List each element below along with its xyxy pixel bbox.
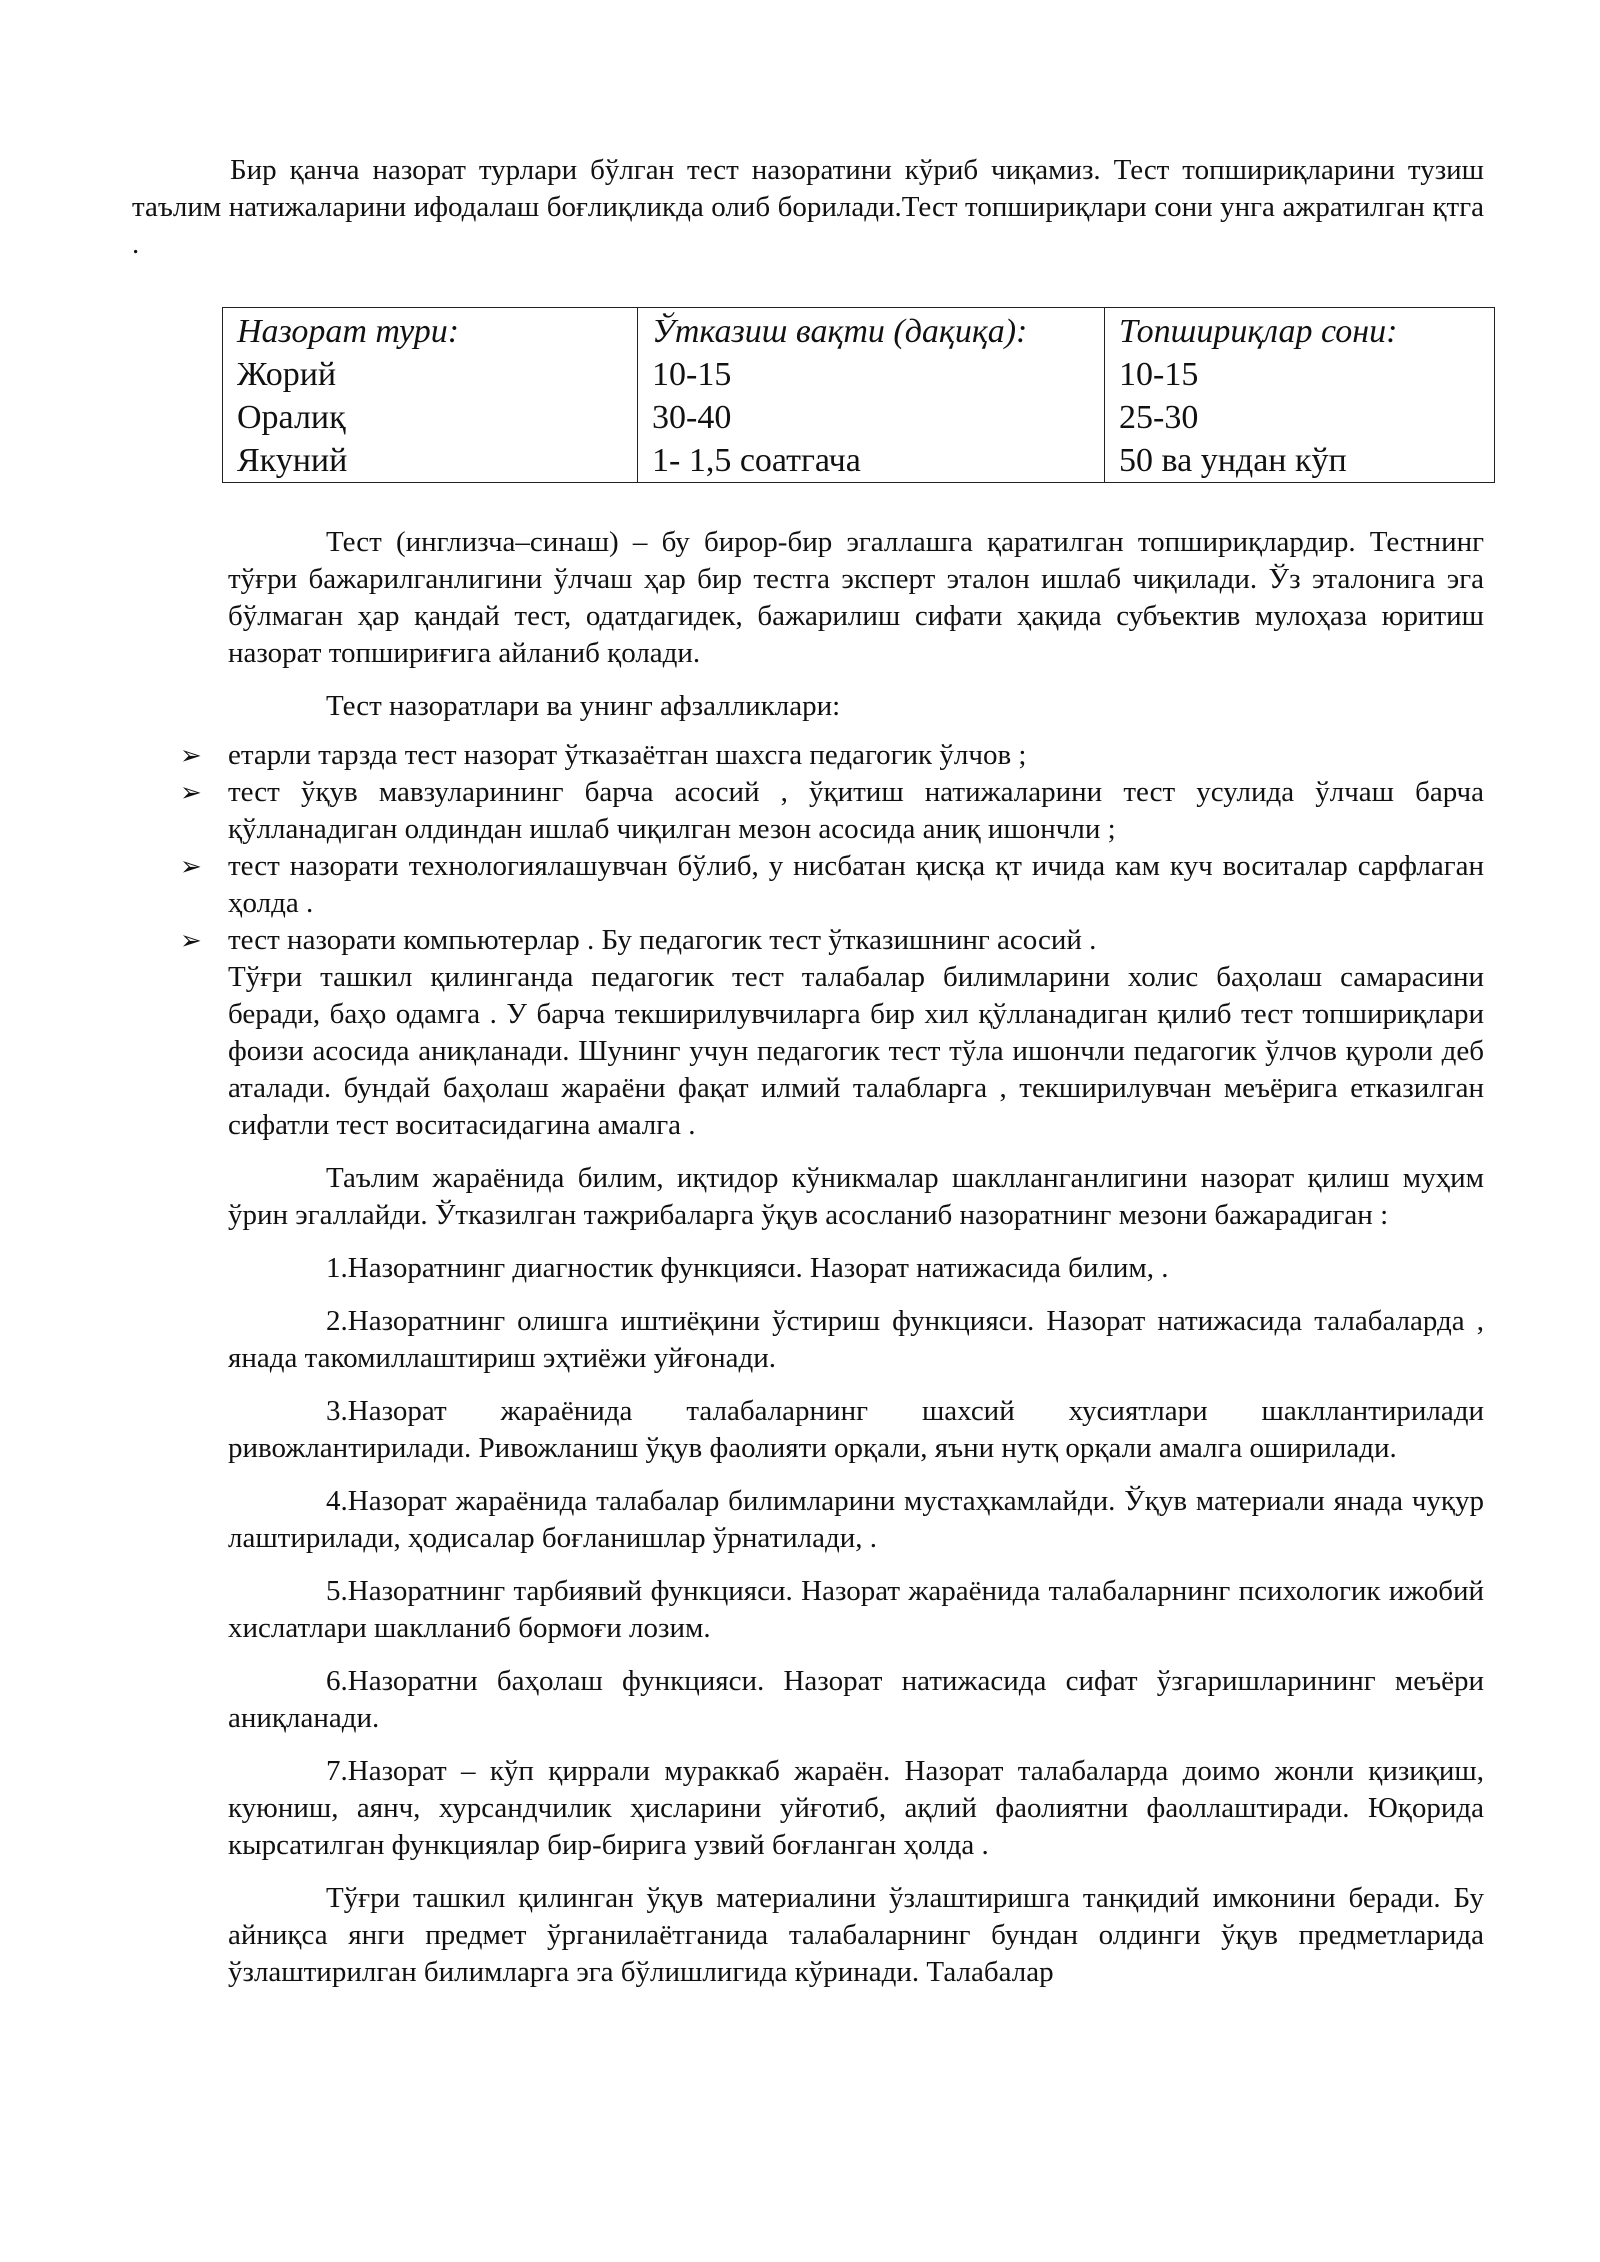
function-item-2: 2.Назоратнинг олишга иштиёқини ўстириш функцияси. Назорат натижасида талабаларда , янада такомиллаштириш эҳтиёжи уйғонади. xyxy=(228,1305,1484,1374)
table-cell: 1- 1,5 соатгача xyxy=(652,442,861,479)
arrow-bullet-icon: ➢ xyxy=(180,852,202,881)
list-item: ➢ етарли тарзда тест назорат ўтказаётган шахсга педагогик ўлчов ; xyxy=(172,737,1484,774)
table-header-cell: Ўтказиш вақти (дақиқа): xyxy=(652,313,1028,350)
function-item-4: 4.Назорат жараёнида талабалар билимларини мустаҳкамлайди. Ўқув материали янада чуқур лаштирилади, ҳодисалар боғланишлар ўрнатилади, . xyxy=(228,1485,1484,1554)
table-cell: 50 ва ундан кўп xyxy=(1119,442,1347,479)
list-item: ➢ тест назорати технологиялашувчан бўлиб, у нисбатан қисқа қт ичида кам куч воситалар сарфлаган ҳолда . xyxy=(180,850,1484,919)
paragraph-test-definition: Тест (инглизча–синаш) – бу бирор-бир эгаллашга қаратилган топшириқлардир. Тестнинг тўғри бажарилганлигини ўлчаш ҳар бир тестга эксперт эталон ишлаб чиқилади. Ўз эталонига эга бўлмаган ҳар қандай тест, одатдагидек, бажарилиш сифати ҳақида субъектив мулоҳаза юритиш назорат топшириғига айланиб қолади. xyxy=(228,526,1484,669)
function-item-1: 1.Назоратнинг диагностик функцияси. Назорат натижасида билим, . xyxy=(326,1252,1169,1284)
paragraph-control-role: Таълим жараёнида билим, иқтидор кўникмалар шаклланганлигини назорат қилиш муҳим ўрин эгаллайди. Ўтказилган тажрибаларга ўқув асосланиб назоратнинг мезони бажарадиган : xyxy=(228,1162,1484,1231)
table-cell: Оралиқ xyxy=(237,399,346,436)
table-cell: 30-40 xyxy=(652,399,732,436)
advantages-list xyxy=(172,737,1484,959)
table-header-row xyxy=(223,308,1495,483)
table-cell: Якуний xyxy=(237,442,348,479)
arrow-bullet-icon: ➢ xyxy=(180,926,202,955)
intro-paragraph: Бир қанча назорат турлари бўлган тест назоратини кўриб чиқамиз. Тест топшириқларини тузиш таълим натижаларини ифодалаш боғлиқликда олиб борилади.Тест топшириқлари сони унга ажратилган қтга . xyxy=(132,154,1484,260)
list-item: ➢ тест ўқув мавзуларининг барча асосий , ўқитиш натижаларини тест усулида ўлчаш барча қўлланадиган олдиндан ишлаб чиқилган мезон асосида аниқ ишончли ; xyxy=(180,776,1484,845)
main-text xyxy=(180,524,1484,1991)
function-item-3: 3.Назорат жараёнида талабаларнинг шахсий хусиятлари шакллантирилади ривожлантирилади. Ривожланиш ўқув фаолияти орқали, яъни нутқ орқали амалга оширилади. xyxy=(228,1395,1484,1464)
table-cell: 10-15 xyxy=(652,356,732,393)
function-item-5: 5.Назоратнинг тарбиявий функцияси. Назорат жараёнида талабаларнинг психологик ижобий хислатлари шаклланиб бормоғи лозим. xyxy=(228,1575,1484,1644)
paragraph-advantages-heading: Тест назоратлари ва унинг афзалликлари: xyxy=(326,690,841,722)
table-cell: 10-15 xyxy=(1119,356,1199,393)
table-header-cell: Назорат тури: xyxy=(237,313,460,350)
arrow-bullet-icon: ➢ xyxy=(180,741,202,770)
arrow-bullet-icon: ➢ xyxy=(180,778,202,807)
function-item-7: 7.Назорат – кўп қиррали мураккаб жараён. Назорат талабаларда доимо жонли қизиқиш, куюниш, аянч, хурсандчилик ҳисларини уйғотиб, ақлий фаолиятни фаоллаштиради. Юқорида кырсатилган функциялар бир-бирига узвий боғланган ҳолда . xyxy=(228,1755,1484,1861)
table-cell: Жорий xyxy=(237,356,337,393)
function-item-6: 6.Назоратни баҳолаш функцияси. Назорат натижасида сифат ўзгаришларининг меъёри аниқланади. xyxy=(228,1665,1484,1734)
paragraph-assessment: Тўғри ташкил қилинганда педагогик тест талабалар билимларини холис баҳолаш самарасини беради, баҳо одамга . У барча текширилувчиларга бир хил қўлланадиган қилиб тест топшириқлари фоизи асосида аниқланади. Шунинг учун педагогик тест тўла ишончли педагогик ўлчов қуроли деб аталади. бундай баҳолаш жараёни фақат илмий талабларга , текширилувчан меъёрига етказилган сифатли тест воситасидагина амалга . xyxy=(228,961,1484,1141)
table-header-cell: Топшириқлар сони: xyxy=(1119,313,1398,350)
intro-section xyxy=(132,152,1484,263)
list-item: ➢ тест назорати компьютерлар . Бу педагогик тест ўтказишнинг асосий . xyxy=(172,922,1484,959)
paragraph-final: Тўғри ташкил қилинган ўқув материалини ўзлаштиришга танқидий имконини беради. Бу айниқса янги предмет ўрганилаётганида талабаларнинг бундан олдинги ўқув предметларида ўзлаштирилган билимларга эга бўлишлигида кўринади. Талабалар xyxy=(228,1882,1484,1988)
control-types-table xyxy=(222,307,1495,483)
table-cell: 25-30 xyxy=(1119,399,1199,436)
